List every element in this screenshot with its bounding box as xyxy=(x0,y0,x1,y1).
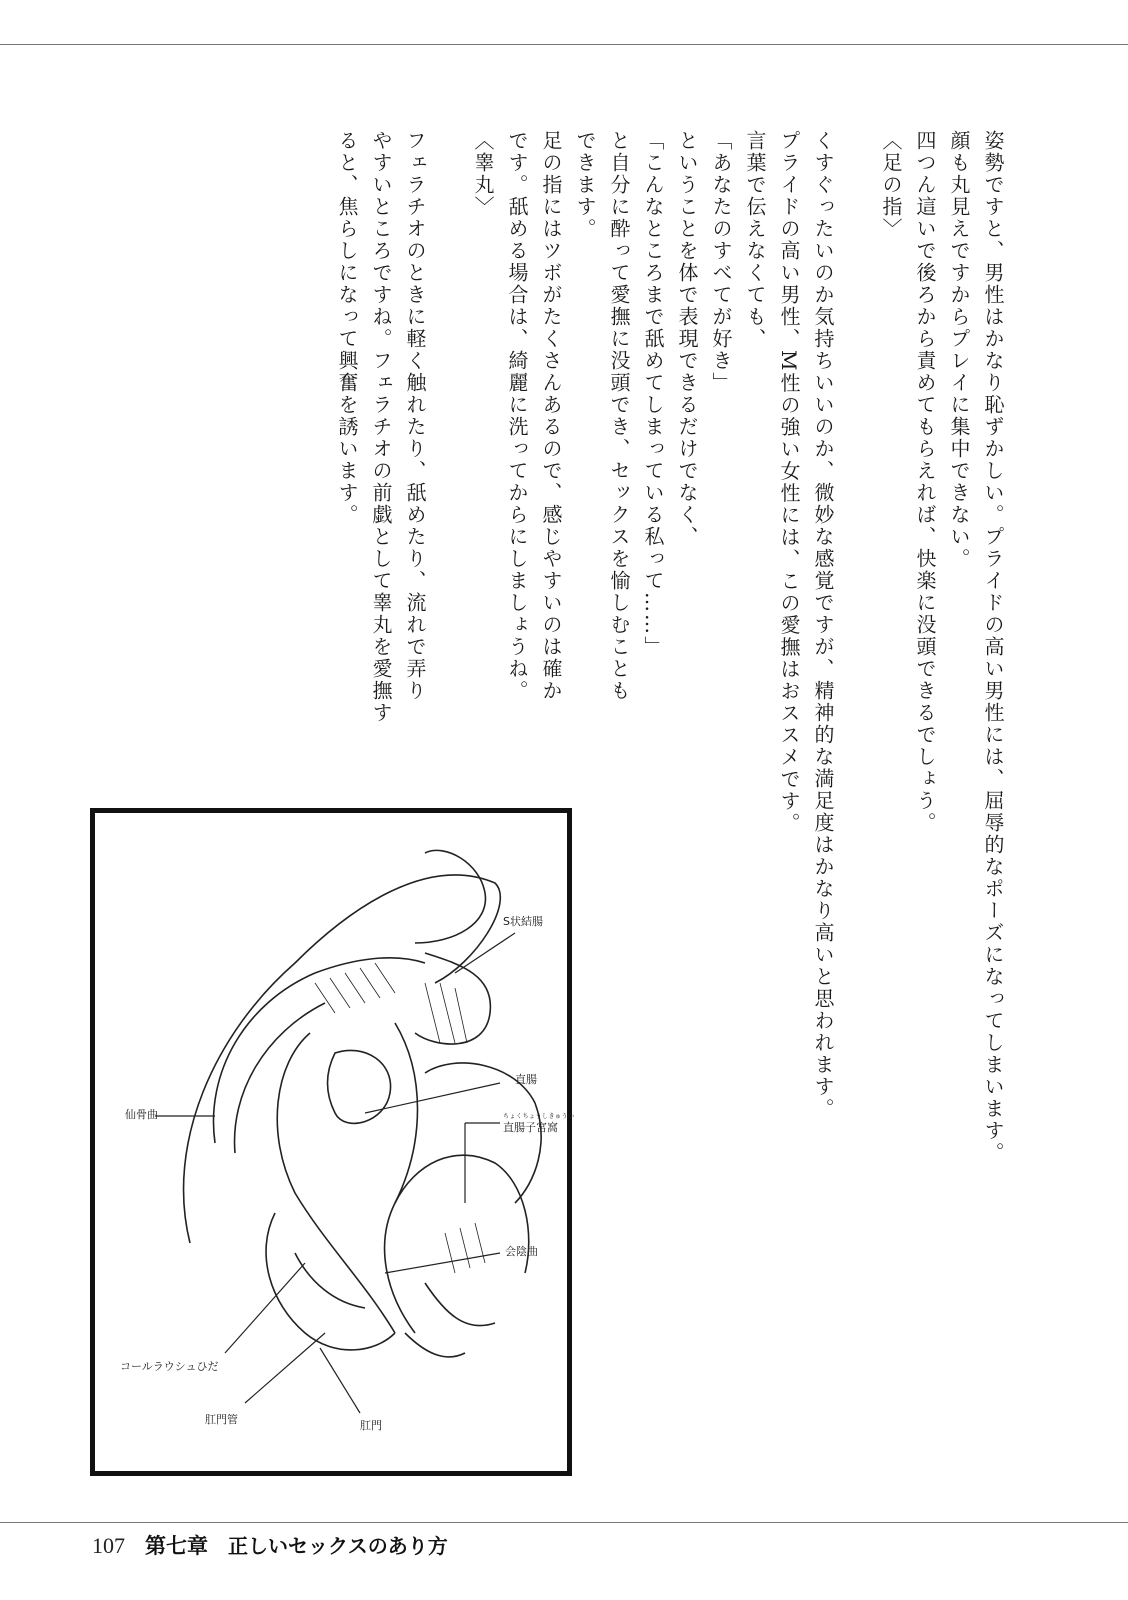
label-anus: 肛門 xyxy=(360,1419,382,1432)
anatomy-figure xyxy=(90,808,575,1476)
label-sacral-flexure: 仙骨曲 xyxy=(125,1108,158,1121)
chapter-label: 第七章 xyxy=(145,1534,208,1558)
text-column: やすいところですね。フェラチオの前戯として睾丸を愛撫す xyxy=(369,130,393,724)
label-anal-canal: 肛門管 xyxy=(205,1413,238,1426)
text-column: 顔も丸見えですからプレイに集中できない。 xyxy=(947,130,971,570)
text-column: です。舐める場合は、綺麗に洗ってからにしましょうね。 xyxy=(505,130,529,702)
text-column: 四つん這いで後ろから責めてもらえれば、快楽に没頭できるでしょう。 xyxy=(913,130,937,834)
text-column: 足の指にはツボがたくさんあるので、感じやすいのは確か xyxy=(539,130,563,702)
label-kohlrausch-fold: コールラウシュひだ xyxy=(120,1360,219,1373)
section-heading-testicles: 〈睾丸〉 xyxy=(471,130,495,218)
bottom-rule xyxy=(0,1522,1128,1523)
body-contour xyxy=(184,875,501,1243)
rectum-wall xyxy=(277,1033,395,1333)
page-footer xyxy=(92,1530,448,1570)
text-column: 姿勢ですと、男性はかなり恥ずかしい。プライドの高い男性には、屈辱的なポーズになってしまいます。 xyxy=(981,130,1005,1164)
label-pouch-ruby: ちょくちょうしきゅうか xyxy=(503,1113,575,1120)
label-perineal-flexure: 会陰曲 xyxy=(505,1245,538,1258)
text-column: 「あなたのすべてが好き」 xyxy=(709,130,733,394)
label-rectum: 直腸 xyxy=(515,1073,537,1086)
label-rectouterine-pouch: 直腸子宮窩 xyxy=(503,1121,558,1134)
section-heading-toes: 〈足の指〉 xyxy=(879,130,903,240)
text-column: ると、焦らしになって興奮を誘います。 xyxy=(335,130,359,526)
chapter-title: 正しいセックスのあり方 xyxy=(228,1534,448,1558)
text-column: ということを体で表現できるだけでなく、 xyxy=(675,130,699,548)
text-column: 「こんなところまで舐めてしまっている私って……」 xyxy=(641,130,665,658)
text-column: プライドの高い男性、M性の強い女性には、この愛撫はおススメです。 xyxy=(777,130,801,835)
page-number: 107 xyxy=(92,1533,125,1558)
text-column: くすぐったいのか気持ちいいのか、微妙な感覚ですが、精神的な満足度はかなり高いと思われます。 xyxy=(811,130,835,1120)
text-column: フェラチオのときに軽く触れたり、舐めたり、流れで弄り xyxy=(403,130,427,702)
colon-outline xyxy=(415,850,485,943)
text-column: 言葉で伝えなくても、 xyxy=(743,130,767,350)
text-column: できます。 xyxy=(573,130,597,240)
label-s-colon: S状結腸 xyxy=(503,915,543,928)
top-rule xyxy=(0,44,1128,45)
text-column: と自分に酔って愛撫に没頭でき、セックスを愉しむことも xyxy=(607,130,631,702)
